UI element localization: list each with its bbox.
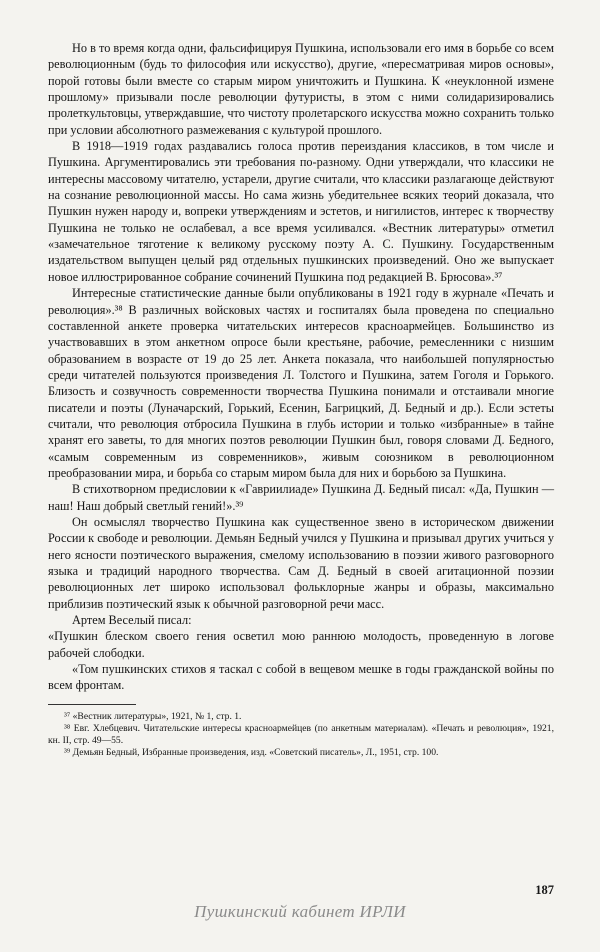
paragraph-3: Интересные статистические данные были опубликованы в 1921 году в журнале «Печать и революция».³⁸ В различных войсковых частях и госпиталях была проведена по специально составленной анкете проверка читательских интересов красноармейцев. Большинство из участвовавших в этом анкетном опросе были крестьяне, рабочие, ремесленники с низшим образованием в возрасте от 19 до 25 лет. Анкета показала, что наибольшей популярностью среди читателей пользуются произведения Л. Толстого и Пушкина, затем Гоголя и Горького. Близость и созвучность современности творчества Пушкина понимали и отстаивали многие писатели и поэты (Луначарский, Горький, Есенин, Багрицкий, Д. Бедный и др.). Если эстеты считали, что революция отбросила Пушкина в глубь истории и только «избранные» в тайне хранят его заветы, то для многих поэтов революции Пушкин был, говоря словами Д. Бедного, «самым современным из современников», живым союзником в революционном преобразовании мира, и борьба со старым миром была для них и борьбою за Пушкина. <box>48 286 554 480</box>
watermark: Пушкинский кабинет ИРЛИ <box>194 902 406 921</box>
paragraph-4: В стихотворном предисловии к «Гавриилиаде» Пушкина Д. Бедный писал: «Да, Пушкин — наш! Наш добрый светлый гений!».³⁹ <box>48 482 554 513</box>
paragraph-5: Он осмыслял творчество Пушкина как существенное звено в историческом движении России к свободе и революции. Демьян Бедный учился у Пушкина и призывал других учиться у него ясности поэтического выражения, смелому использованию в поэзии живого разговорного языка и традиций народного творчества. Сам Д. Бедный в своей агитационной поэзии революционных лет широко использовал фольклорные жанры и образы, максимально приблизив поэтический язык к обычной разговорной речи масс. <box>48 514 554 611</box>
paragraph-1: Но в то время когда одни, фальсифицируя Пушкина, использовали его имя в борьбе со всем революционным (будь то философия или искусство), другие, «пересматривая миров основы», порой готовы были вместе со старым миром уничтожить и Пушкина. К «неуклонной измене прошлому» призывали после революции футуристы, в этом с ними солидаризировались пролеткультовцы, утверждавшие, что чистоту пролетарского искусства можно сохранить только при условии абсолютного размежевания с культурой прошлого. <box>48 41 554 137</box>
footnote-divider <box>48 704 136 705</box>
paragraph-2: В 1918—1919 годах раздавались голоса против переиздания классиков, в том числе и Пушкина. Аргументировались эти требования по-разному. Одни утверждали, что классики не интересны массовому читателю, устарели, другие считали, что классики разлагающе действуют на сознание революционной массы. Но сама жизнь убедительнее всяких теорий доказала, что Пушкин нужен народу и, вопреки утверждениям и эстетов, и нигилистов, интерес к творчеству Пушкина не только не ослабевал, а все время усиливался. «Вестник литературы» отметил «замечательное тяготение к великому русскому поэту А. С. Пушкину. Государственным издательством выпущен целый ряд отдельных пушкинских произведений. Оно же выпускает новое иллюстрированное собрание сочинений Пушкина под редакцией В. Брюсова».³⁷ <box>48 139 554 284</box>
quote-paragraph-1: «Пушкин блеском своего гения осветил мою раннюю молодость, проведенную в логове рабочей слободки. <box>48 629 554 660</box>
footnotes-section <box>48 704 554 759</box>
paragraph-6: Артем Веселый писал: <box>72 613 192 628</box>
page-number: 187 <box>535 883 554 897</box>
page-body <box>48 40 554 759</box>
footnote-38: ³⁸ Евг. Хлебцевич. Читательские интересы красноармейцев (по анкетным материалам). «Печать и революция», 1921, кн. II, стр. 49—55. <box>48 722 554 746</box>
quote-paragraph-2: «Том пушкинских стихов я таскал с собой в вещевом мешке в годы гражданской войны по всем фронтам. <box>48 662 554 693</box>
footnote-39: ³⁹ Демьян Бедный, Избранные произведения, изд. «Советский писатель», Л., 1951, стр. 100. <box>64 746 439 758</box>
footnote-37: ³⁷ «Вестник литературы», 1921, № 1, стр. 1. <box>64 710 242 722</box>
